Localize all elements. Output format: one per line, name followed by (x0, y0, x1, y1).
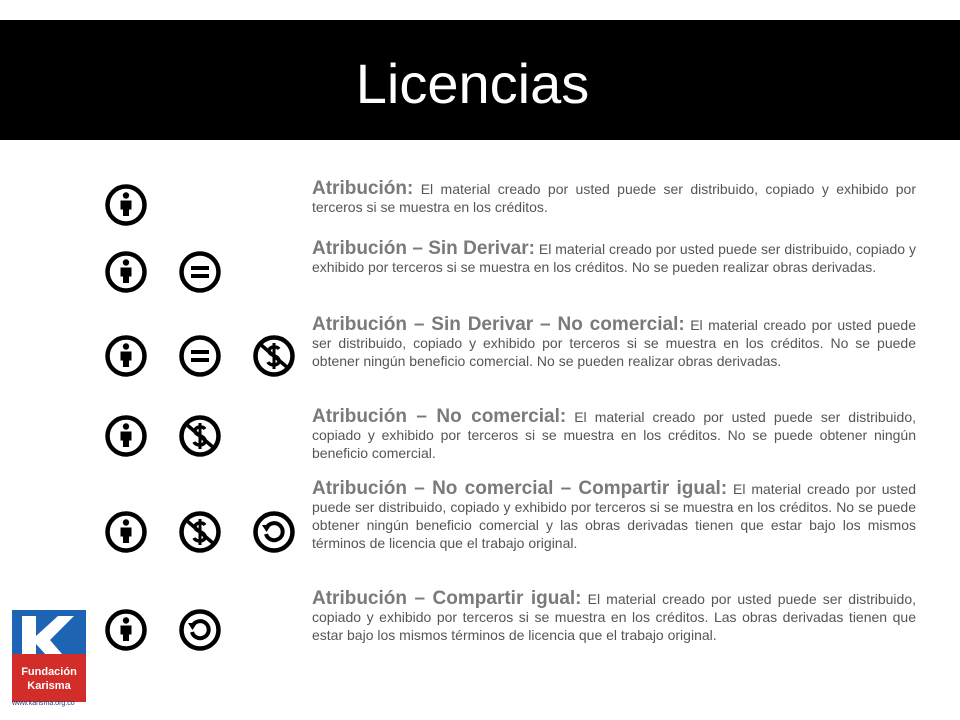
logo-graphic (12, 610, 86, 702)
license-heading: Atribución – Sin Derivar: (312, 238, 535, 259)
license-text: El material creado por usted puede ser distribuido, copiado y exhibido por terceros si se muestra en los créditos. (312, 181, 917, 215)
attribution-icon (104, 608, 148, 652)
attribution-icon (104, 250, 148, 294)
fundacion-karisma-logo (12, 610, 86, 702)
attribution-icon (104, 510, 148, 554)
non-commercial-icon (252, 334, 296, 378)
attribution-icon (104, 183, 148, 227)
license-description (312, 240, 916, 276)
non-commercial-icon (178, 510, 222, 554)
page-title: Licencias (355, 52, 590, 115)
license-description (312, 316, 916, 370)
license-description (312, 408, 916, 462)
license-text: El material creado por usted puede ser distribuido, copiado y exhibido por terceros si se muestra en los créditos. No se puede obtener ningún beneficio comercial y las obras derivadas tienen que estar bajo los mismos términos de licencia que el trabajo original. (312, 481, 917, 551)
license-text: El material creado por usted puede ser distribuido, copiado y exhibido por terceros si se muestra en los créditos. Las obras derivadas tienen que estar bajo los mismos términos de licencia que el trabajo original. (312, 591, 916, 643)
license-text: El material creado por usted puede ser distribuido, copiado y exhibido por terceros si se muestra en los créditos. No se pueden realizar obras derivadas. (312, 241, 916, 275)
share-alike-icon (252, 510, 296, 554)
license-heading: Atribución – No comercial: (312, 406, 567, 427)
share-alike-icon (178, 608, 222, 652)
no-derivatives-icon (178, 334, 222, 378)
license-description (312, 480, 916, 552)
attribution-icon (104, 414, 148, 458)
license-description (312, 590, 916, 644)
attribution-icon (104, 334, 148, 378)
license-heading: Atribución – Sin Derivar – No comercial: (312, 314, 685, 335)
license-heading: Atribución: (312, 178, 414, 199)
logo-line1: Fundación (21, 666, 77, 678)
license-text: El material creado por usted puede ser distribuido, copiado y exhibido por terceros si se muestra en los créditos. No se puede obtener ningún beneficio comercial. No se pueden realizar obras derivadas. (312, 317, 917, 369)
logo-line2: Karisma (27, 680, 71, 692)
license-heading: Atribución – No comercial – Compartir igual: (312, 478, 728, 499)
license-description (312, 180, 916, 216)
logo-url: www.karisma.org.co (12, 700, 75, 707)
non-commercial-icon (178, 414, 222, 458)
no-derivatives-icon (178, 250, 222, 294)
license-heading: Atribución – Compartir igual: (312, 588, 582, 609)
license-text: El material creado por usted puede ser distribuido, copiado y exhibido por terceros si se muestra en los créditos. No se puede obtener ningún beneficio comercial. (312, 409, 917, 461)
